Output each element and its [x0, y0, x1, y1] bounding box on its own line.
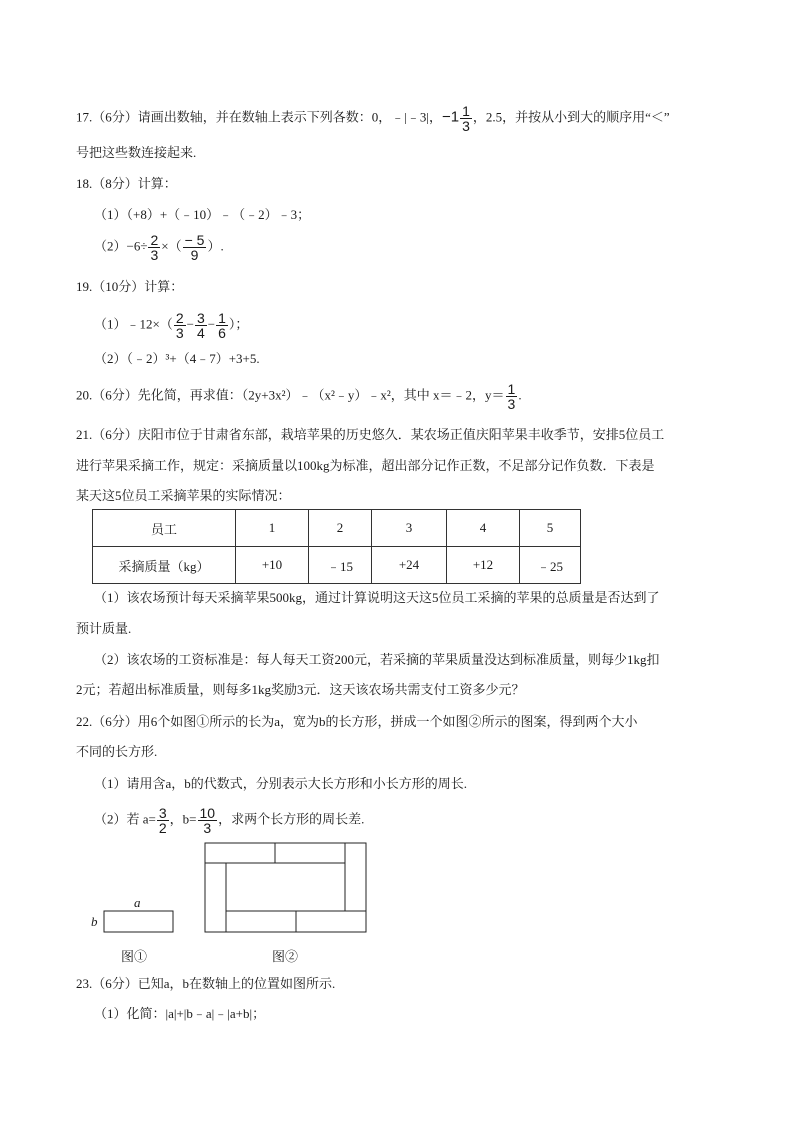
fig1-label-a: a [134, 895, 141, 910]
q17-fraction-num: 1 [462, 103, 470, 119]
q19-frac2-den: 4 [196, 325, 205, 341]
q19-frac2-num: 3 [196, 310, 205, 326]
q22-part2-a: （2）若 a= [94, 811, 156, 827]
table-cell: +12 [447, 547, 520, 584]
q18-part1: （1）（+8）+（﹣10）﹣（﹣2）﹣3； [94, 207, 311, 222]
q22-frac1-den: 2 [158, 820, 167, 836]
q21-part1-line1: （1）该农场预计每天采摘苹果500kg，通过计算说明这天这5位员工采摘的苹果的总质量是否达到了 [94, 590, 660, 605]
q21-line2: 进行苹果采摘工作，规定：采摘质量以100kg为标准，超出部分记作正数，不足部分记作负数．下表是 [76, 458, 655, 473]
q20-end: . [518, 387, 522, 403]
q22-line2: 不同的长方形. [76, 744, 158, 759]
table-cell: 5 [520, 510, 581, 547]
q17-head: 17.（6分）请画出数轴，并在数轴上表示下列各数：0，﹣|﹣3|， [76, 109, 442, 125]
q20-text: 20.（6分）先化简，再求值：（2y+3x²）﹣（x²﹣y）﹣x²，其中 x＝﹣2，y＝ [76, 387, 505, 403]
q19-frac3-num: 1 [218, 310, 226, 326]
q19-op2: − [207, 316, 216, 332]
q22-frac1-num: 3 [158, 805, 167, 821]
q18-part2-c: ）. [207, 238, 224, 254]
q23-part1: （1）化简：|a|+|b﹣a|﹣|a+b|； [94, 1006, 266, 1021]
q19-part1-b: ）； [228, 316, 249, 332]
q21-part2-line1: （2）该农场的工资标准是：每人每天工资200元，若采摘的苹果质量没达到标准质量，则每少1kg扣 [94, 652, 660, 667]
table-cell: 4 [447, 510, 520, 547]
table-cell: 员工 [93, 510, 236, 547]
q19-part1-a: （1）﹣12×（ [94, 316, 173, 332]
q19-frac1-num: 2 [175, 310, 184, 326]
q18-frac1-den: 3 [150, 247, 159, 263]
q20-frac-den: 3 [507, 396, 516, 412]
q22-part2-c: ，求两个长方形的周长差. [218, 811, 365, 827]
q18-head: 18.（8分）计算： [76, 176, 177, 191]
q20-frac-num: 1 [507, 381, 516, 397]
table-cell: +24 [372, 547, 447, 584]
q22-frac2-den: 3 [198, 820, 218, 835]
table-cell: 采摘质量（kg） [93, 547, 236, 584]
q17-fraction-den: 3 [462, 118, 470, 134]
table-cell: 1 [236, 510, 309, 547]
q21-line1: 21.（6分）庆阳市位于甘肃省东部，栽培苹果的历史悠久．某农场正值庆阳苹果丰收季节，安排5位员工 [76, 427, 665, 442]
table-cell: ﹣25 [520, 547, 581, 584]
q19-op1: − [186, 316, 194, 332]
q19-head: 19.（10分）计算： [76, 279, 184, 294]
q22-line1: 22.（6分）用6个如图①所示的长为a，宽为b的长方形，拼成一个如图②所示的图案，得到两个大小 [76, 714, 638, 729]
q18-frac1-num: 2 [150, 232, 159, 248]
table-cell: 2 [309, 510, 372, 547]
q21-part1-line2: 预计质量. [76, 621, 132, 636]
table-cell: 3 [372, 510, 447, 547]
q18-frac2-num: − 5 [184, 232, 205, 248]
q19-frac3-den: 6 [218, 325, 226, 341]
table-cell: ﹣15 [309, 547, 372, 584]
q21-part2-line2: 2元；若超出标准质量，则每多1kg奖励3元．这天该农场共需支付工资多少元？ [76, 682, 525, 697]
q22-part1: （1）请用含a，b的代数式，分别表示大长方形和小长方形的周长. [94, 776, 468, 791]
fig2-caption: 图② [272, 949, 299, 964]
fig2-outer-rectangle [205, 843, 366, 932]
table-cell: +10 [236, 547, 309, 584]
q17-line2: 号把这些数连接起来. [76, 145, 197, 160]
fig1-caption: 图① [121, 949, 148, 964]
q17-tail: ，2.5，并按从小到大的顺序用“＜” [472, 109, 670, 125]
q22-part2-b: ，b= [169, 811, 197, 827]
q17-mixed-whole: −1 [441, 108, 460, 126]
q18-part2-a: （2）−6÷ [94, 238, 148, 254]
q23-head: 23.（6分）已知a，b在数轴上的位置如图所示. [76, 976, 336, 991]
fig1-rectangle [104, 911, 173, 932]
q22-frac2-num: 10 [199, 805, 216, 821]
q21-line3: 某天这5位员工采摘苹果的实际情况： [76, 488, 291, 503]
q19-part2: （2）（﹣2）³+（4﹣7）+3+5. [94, 351, 260, 366]
q18-part2-b: ×（ [161, 238, 182, 254]
q18-frac2-den: 9 [183, 247, 207, 262]
q19-frac1-den: 3 [175, 325, 184, 341]
fig1-label-b: b [91, 914, 98, 929]
